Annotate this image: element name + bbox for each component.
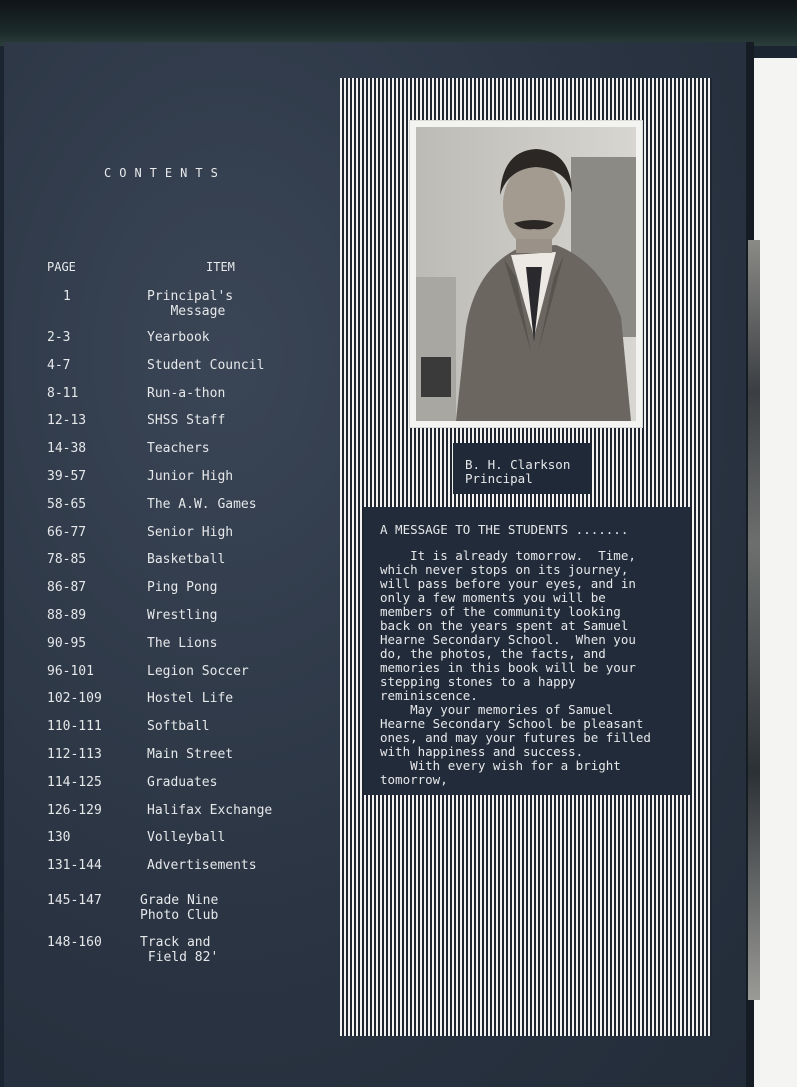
scan-background-top — [0, 0, 797, 46]
contents-page-number: 86-87 — [47, 580, 87, 595]
contents-item-title: Teachers — [147, 441, 210, 456]
principal-photo-frame — [410, 121, 642, 427]
contents-page-number: 110-111 — [47, 719, 102, 734]
contents-item-title: Senior High — [147, 525, 234, 540]
contents-item-title: Yearbook — [147, 330, 210, 345]
contents-item-title: Student Council — [147, 358, 265, 373]
message-line: stepping stones to a happy — [380, 674, 576, 689]
contents-page-number: 2-3 — [47, 330, 71, 345]
message-line: tomorrow, — [380, 772, 448, 787]
contents-page-number: 145-147 — [47, 893, 102, 908]
contents-item-title: Track and Field 82' — [140, 935, 219, 965]
contents-page-number: 102-109 — [47, 691, 102, 706]
contents-page-number: 90-95 — [47, 636, 87, 651]
principal-photo — [416, 127, 636, 421]
contents-item-title: Hostel Life — [147, 691, 234, 706]
message-line: memories in this book will be your — [380, 660, 636, 675]
contents-item-title: Grade Nine Photo Club — [140, 893, 219, 923]
message-line: ones, and may your futures be filled — [380, 730, 651, 745]
item-column-header: ITEM — [206, 260, 235, 274]
contents-page-number: 8-11 — [47, 386, 79, 401]
contents-item-title: Run-a-thon — [147, 386, 226, 401]
principal-title: Principal — [465, 471, 533, 486]
contents-page-number: 14-38 — [47, 441, 87, 456]
contents-title: CONTENTS — [104, 166, 226, 180]
adjacent-page-edge — [754, 58, 797, 1087]
principal-caption — [453, 443, 591, 494]
message-line: With every wish for a bright — [380, 758, 621, 773]
message-line: It is already tomorrow. Time, — [380, 548, 636, 563]
contents-item-title: SHSS Staff — [147, 413, 226, 428]
contents-page-number: 114-125 — [47, 775, 102, 790]
message-line: which never stops on its journey, — [380, 562, 629, 577]
contents-item-title: Halifax Exchange — [147, 803, 273, 818]
contents-item-title: Main Street — [147, 747, 234, 762]
message-line: May your memories of Samuel — [380, 702, 614, 717]
contents-item-title: Graduates — [147, 775, 218, 790]
principal-portrait-image — [416, 127, 636, 421]
message-line: will pass before your eyes, and in — [380, 576, 636, 591]
contents-item-title: Legion Soccer — [147, 664, 249, 679]
contents-item-title: Wrestling — [147, 608, 218, 623]
contents-item-title: Ping Pong — [147, 580, 218, 595]
contents-page-number: 148-160 — [47, 935, 102, 950]
contents-page-number: 96-101 — [47, 664, 94, 679]
page-column-header: PAGE — [47, 260, 76, 274]
contents-item-title: The A.W. Games — [147, 497, 257, 512]
contents-page-number: 131-144 — [47, 858, 102, 873]
contents-page-number: 126-129 — [47, 803, 102, 818]
contents-item-title: Basketball — [147, 552, 226, 567]
contents-page-number: 112-113 — [47, 747, 102, 762]
message-line: back on the years spent at Samuel — [380, 618, 629, 633]
contents-item-title: Advertisements — [147, 858, 257, 873]
contents-page-number: 12-13 — [47, 413, 87, 428]
message-line: members of the community looking — [380, 604, 621, 619]
contents-page-number: 130 — [47, 830, 71, 845]
contents-item-title: Softball — [147, 719, 210, 734]
message-line: reminiscence. — [380, 688, 478, 703]
contents-page-number: 78-85 — [47, 552, 87, 567]
contents-page-number: 1 — [63, 289, 71, 304]
contents-page-number: 58-65 — [47, 497, 87, 512]
contents-page-number: 66-77 — [47, 525, 87, 540]
contents-page-number: 88-89 — [47, 608, 87, 623]
contents-page-number: 4-7 — [47, 358, 71, 373]
principal-name: B. H. Clarkson — [465, 457, 571, 472]
contents-item-title: Junior High — [147, 469, 234, 484]
message-line: do, the photos, the facts, and — [380, 646, 606, 661]
adjacent-page-photo-edge — [748, 240, 760, 1000]
message-line: with happiness and success. — [380, 744, 584, 759]
message-heading: A MESSAGE TO THE STUDENTS ....... — [380, 522, 629, 537]
contents-item-title: Volleyball — [147, 830, 226, 845]
message-line: Hearne Secondary School be pleasant — [380, 716, 644, 731]
principal-message-box — [364, 507, 690, 795]
contents-item-title: Principal's Message — [147, 289, 234, 319]
contents-item-title: The Lions — [147, 636, 218, 651]
contents-page-number: 39-57 — [47, 469, 87, 484]
message-line: Hearne Secondary School. When you — [380, 632, 636, 647]
message-line: only a few moments you will be — [380, 590, 606, 605]
